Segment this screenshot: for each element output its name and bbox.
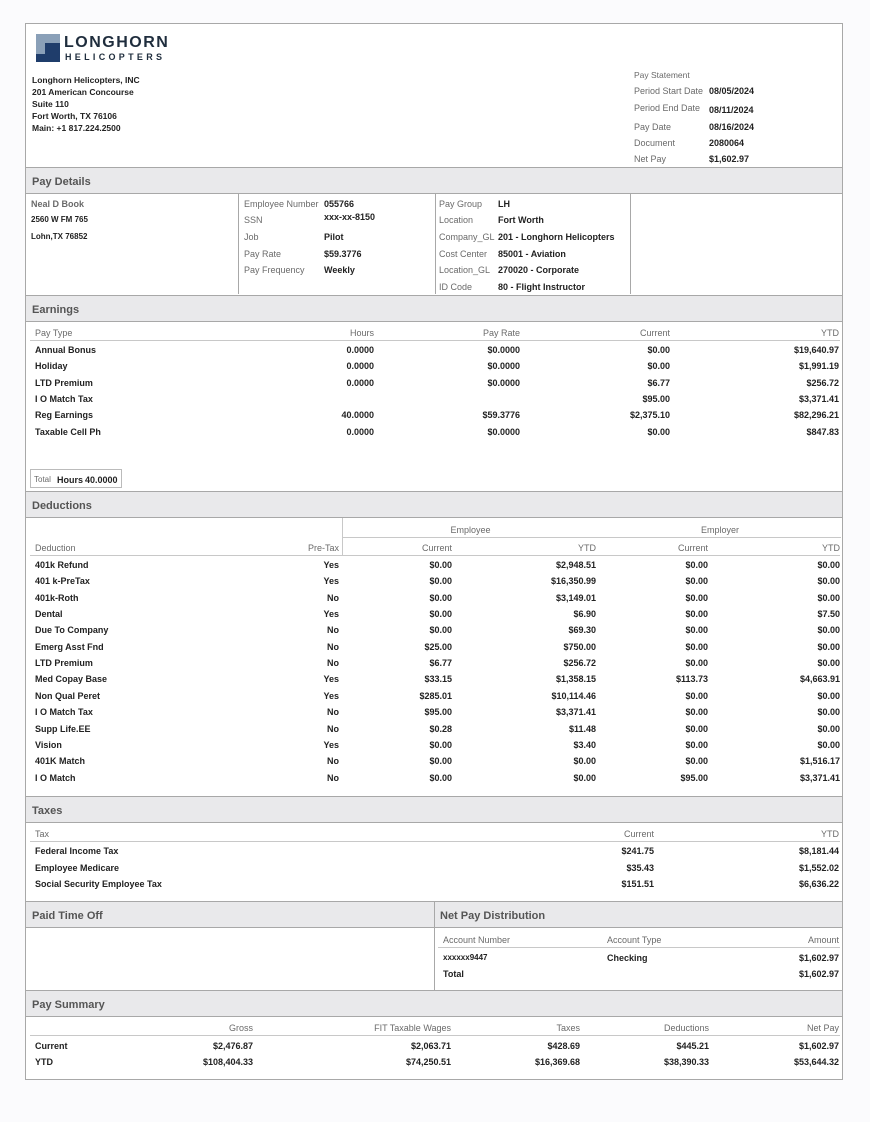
deduction-value: $0.00	[817, 641, 840, 652]
total-hours-box	[30, 469, 122, 488]
deduction-value: No	[327, 625, 339, 636]
statement-label: Document	[634, 138, 676, 148]
deduction-name: Med Copay Base	[35, 674, 108, 685]
deduction-value: $0.00	[685, 625, 708, 636]
column-header: Taxes	[556, 1023, 580, 1033]
deduction-value: Yes	[323, 690, 339, 701]
earning-type: Annual Bonus	[35, 345, 96, 355]
deduction-value: Yes	[323, 739, 339, 750]
deduction-name: 401 k-PreTax	[35, 576, 90, 587]
deduction-name: Supp Life.EE	[35, 723, 91, 734]
summary-value: $108,404.33	[202, 1057, 253, 1067]
account-type: Checking	[607, 953, 648, 963]
tax-name: Employee Medicare	[35, 862, 120, 873]
section-title: Taxes	[32, 805, 63, 817]
column-header: Current	[421, 543, 452, 553]
deduction-value: $0.00	[429, 576, 452, 587]
employee-name: Neal D Book	[31, 199, 85, 209]
detail-value: Weekly	[324, 265, 355, 275]
deduction-value: $0.00	[573, 756, 596, 767]
earnings-header	[26, 295, 842, 322]
earning-value: $19,640.97	[793, 345, 839, 355]
detail-value: $59.3776	[324, 249, 362, 259]
deduction-value: $6.77	[429, 658, 452, 669]
column-header: YTD	[578, 543, 596, 553]
total-hours-label: Hours	[57, 475, 84, 485]
column-header: Current	[623, 829, 654, 839]
deduction-value: Yes	[323, 560, 339, 570]
statement-title: Pay Statement	[634, 70, 690, 80]
earning-value: $2,375.10	[629, 410, 670, 421]
detail-label: Company_GL	[439, 232, 495, 242]
summary-value: $2,476.87	[212, 1041, 253, 1051]
detail-label: ID Code	[439, 282, 473, 292]
deduction-value: No	[327, 592, 339, 603]
statement-value: 08/05/2024	[709, 86, 755, 96]
deduction-value: $1,358.15	[555, 674, 596, 685]
detail-value: 055766	[324, 199, 355, 209]
column-header: YTD	[821, 829, 839, 839]
column-header: YTD	[822, 543, 840, 553]
detail-value: LH	[498, 199, 510, 209]
deduction-value: $113.73	[675, 674, 708, 685]
statement-value: 08/11/2024	[709, 105, 754, 115]
taxes-header	[26, 796, 842, 823]
detail-label: Location_GL	[439, 265, 491, 275]
deduction-value: $0.00	[817, 707, 840, 718]
company-phone: Main: +1 817.224.2500	[32, 123, 121, 133]
statement-value: 2080064	[709, 138, 745, 148]
detail-label: Pay Rate	[244, 249, 282, 259]
deduction-value: Yes	[323, 609, 339, 620]
deduction-value: $95.00	[680, 772, 708, 783]
earning-value: 0.0000	[346, 426, 374, 437]
employee-group-header: Employee	[450, 525, 491, 535]
deduction-name: 401k-Roth	[35, 592, 79, 603]
account-amount: $1,602.97	[798, 953, 839, 963]
detail-label: Pay Frequency	[244, 265, 305, 275]
summary-row-label: Current	[35, 1041, 68, 1051]
section-title: Pay Details	[32, 176, 91, 188]
earning-type: Reg Earnings	[35, 410, 94, 421]
deduction-value: $4,663.91	[799, 674, 840, 685]
deduction-value: $1,516.17	[799, 756, 840, 767]
deductions-header	[26, 491, 842, 518]
deduction-name: Due To Company	[35, 625, 109, 636]
deduction-value: $0.00	[685, 756, 708, 767]
divider	[238, 194, 239, 294]
earning-value: $0.00	[647, 345, 670, 355]
earning-value: $847.83	[806, 426, 839, 437]
employer-group-header: Employer	[700, 525, 739, 535]
summary-value: $428.69	[547, 1041, 580, 1051]
divider	[435, 194, 436, 294]
detail-value: 80 - Flight Instructor	[498, 282, 586, 292]
logo-subtitle: HELICOPTERS	[65, 52, 166, 62]
pay-details-header	[26, 167, 842, 194]
tax-value: $151.51	[621, 879, 654, 889]
earning-value: $0.00	[647, 361, 670, 372]
company-address-line1: 201 American Concourse	[32, 87, 134, 97]
earning-value: $0.00	[647, 426, 670, 437]
paid-time-off-header	[26, 901, 434, 928]
detail-value: Fort Worth	[498, 215, 544, 225]
deduction-value: $0.00	[429, 739, 452, 750]
summary-value: $53,644.32	[793, 1057, 839, 1067]
deduction-value: No	[327, 756, 339, 767]
deduction-value: $0.00	[685, 592, 708, 603]
statement-net-pay: $1,602.97	[709, 154, 750, 164]
deduction-value: $256.72	[563, 658, 596, 669]
section-title: Pay Summary	[32, 999, 105, 1011]
column-header: YTD	[821, 328, 839, 338]
section-title: Net Pay Distribution	[440, 910, 546, 922]
deduction-name: Non Qual Peret	[35, 690, 101, 701]
divider	[438, 947, 840, 948]
deduction-value: $0.00	[429, 772, 452, 783]
deduction-value: $0.00	[817, 690, 840, 701]
summary-row-label: YTD	[35, 1057, 53, 1067]
deduction-value: $0.00	[685, 576, 708, 587]
deduction-name: I O Match Tax	[35, 707, 93, 718]
earning-value: $0.0000	[487, 377, 520, 388]
divider	[30, 555, 840, 556]
detail-value: 270020 - Corporate	[498, 265, 580, 275]
column-header: Pay Type	[35, 328, 73, 338]
tax-value: $241.75	[621, 846, 654, 856]
column-header: Hours	[349, 328, 374, 338]
earning-value: 40.0000	[341, 410, 374, 421]
deduction-value: $0.00	[817, 739, 840, 750]
summary-value: $1,602.97	[798, 1041, 839, 1051]
employee-address-line2: Lohn,TX 76852	[31, 232, 88, 241]
logo-wordmark: LONGHORN	[64, 34, 170, 51]
deduction-value: $750.00	[563, 641, 596, 652]
earning-value: $0.0000	[487, 345, 520, 355]
summary-value: $445.21	[676, 1041, 709, 1051]
deduction-value: $2,948.51	[555, 560, 596, 570]
column-header: Pay Rate	[482, 328, 520, 338]
earning-value: $0.0000	[487, 361, 520, 372]
deduction-value: $0.00	[573, 772, 596, 783]
pay-statement-page	[25, 23, 843, 1080]
column-header: Current	[677, 543, 708, 553]
column-header: Deduction	[35, 543, 76, 553]
deduction-value: No	[327, 658, 339, 669]
deduction-value: $3,371.41	[799, 772, 840, 783]
earning-value: 0.0000	[346, 377, 374, 388]
detail-label: Employee Number	[244, 199, 319, 209]
column-header: Amount	[807, 935, 839, 945]
company-city: Fort Worth, TX 76106	[32, 111, 117, 121]
earning-value: 0.0000	[346, 361, 374, 372]
distribution-total-label: Total	[443, 969, 464, 979]
deduction-value: $0.00	[429, 592, 452, 603]
deduction-value: $25.00	[424, 641, 452, 652]
deduction-value: $285.01	[419, 690, 452, 701]
deduction-value: $0.00	[685, 658, 708, 669]
total-label: Total	[34, 475, 51, 484]
deduction-value: $0.00	[817, 658, 840, 669]
deduction-value: Yes	[323, 674, 339, 685]
section-title: Paid Time Off	[32, 910, 103, 922]
earning-type: LTD Premium	[35, 377, 93, 388]
deduction-value: No	[327, 641, 339, 652]
deduction-name: I O Match	[35, 772, 76, 783]
column-header: Gross	[228, 1023, 253, 1033]
longhorn-logo-icon	[36, 34, 60, 62]
earning-value: $59.3776	[482, 410, 520, 421]
deduction-value: $0.00	[685, 690, 708, 701]
column-header: Current	[639, 328, 670, 338]
detail-label: Pay Group	[439, 199, 483, 209]
column-header: Deductions	[663, 1023, 709, 1033]
section-title: Earnings	[32, 304, 80, 316]
tax-name: Social Security Employee Tax	[35, 879, 162, 889]
deduction-value: $0.00	[685, 739, 708, 750]
column-header: Net Pay	[806, 1023, 839, 1033]
deduction-value: $11.48	[568, 723, 596, 734]
summary-value: $2,063.71	[410, 1041, 451, 1051]
earning-value: 0.0000	[346, 345, 374, 355]
earning-value: $0.0000	[487, 426, 520, 437]
detail-value: xxx-xx-8150	[324, 212, 376, 222]
deduction-value: $7.50	[817, 609, 840, 620]
deduction-value: $3.40	[573, 739, 596, 750]
earning-type: I O Match Tax	[35, 393, 93, 404]
deduction-value: $0.00	[685, 641, 708, 652]
deduction-value: $0.00	[817, 576, 840, 587]
divider	[30, 340, 840, 341]
deduction-value: $16,350.99	[550, 576, 596, 587]
divider	[434, 901, 435, 991]
column-header: Account Number	[443, 935, 511, 945]
deduction-value: $0.00	[685, 723, 708, 734]
tax-value: $8,181.44	[798, 846, 839, 856]
statement-label: Period End Date	[634, 103, 701, 113]
summary-value: $74,250.51	[405, 1057, 451, 1067]
deduction-value: No	[327, 772, 339, 783]
column-header: Tax	[35, 829, 50, 839]
detail-label: Location	[439, 215, 474, 225]
earning-value: $95.00	[642, 393, 670, 404]
tax-value: $1,552.02	[798, 862, 839, 873]
column-header: Account Type	[607, 935, 662, 945]
deduction-value: $33.15	[424, 674, 452, 685]
detail-value: 85001 - Aviation	[498, 249, 566, 259]
deduction-value: No	[327, 707, 339, 718]
distribution-total-amount: $1,602.97	[798, 969, 839, 979]
deduction-name: Vision	[35, 739, 62, 750]
summary-value: $16,369.68	[534, 1057, 580, 1067]
divider	[30, 1035, 840, 1036]
deduction-value: $0.00	[817, 625, 840, 636]
statement-value: 08/16/2024	[709, 122, 755, 132]
divider	[343, 537, 841, 538]
earning-value: $1,991.19	[798, 361, 839, 372]
detail-label: Job	[244, 232, 259, 242]
deduction-name: 401K Match	[35, 756, 86, 767]
deduction-value: $3,371.41	[555, 707, 596, 718]
tax-name: Federal Income Tax	[35, 846, 119, 856]
company-address-line2: Suite 110	[32, 99, 69, 109]
earning-value: $82,296.21	[793, 410, 839, 421]
earning-value: $256.72	[806, 377, 839, 388]
deduction-value: $0.00	[817, 592, 840, 603]
deduction-value: $0.00	[429, 756, 452, 767]
company-address	[32, 74, 140, 134]
divider	[630, 194, 631, 294]
deduction-value: $69.30	[568, 625, 596, 636]
earning-value: $3,371.41	[798, 393, 839, 404]
net-pay-distribution-header	[434, 901, 842, 928]
deduction-value: $0.00	[817, 723, 840, 734]
tax-value: $6,636.22	[798, 879, 839, 889]
deduction-value: $3,149.01	[555, 592, 596, 603]
column-header: Pre-Tax	[307, 543, 339, 553]
deduction-value: $0.00	[685, 609, 708, 620]
employee-address-line1: 2560 W FM 765	[31, 215, 88, 224]
statement-label: Pay Date	[634, 122, 672, 132]
company-name: Longhorn Helicopters, INC	[32, 75, 140, 85]
statement-label: Period Start Date	[634, 86, 704, 96]
deduction-name: LTD Premium	[35, 658, 93, 669]
deduction-value: $0.00	[429, 625, 452, 636]
earning-value: $6.77	[647, 377, 670, 388]
tax-value: $35.43	[626, 862, 654, 873]
summary-value: $38,390.33	[663, 1057, 709, 1067]
deduction-name: Emerg Asst Fnd	[35, 641, 104, 652]
divider	[30, 841, 840, 842]
deduction-value: $0.00	[429, 560, 452, 570]
account-number: xxxxxx9447	[443, 953, 488, 962]
deduction-value: $0.00	[817, 560, 840, 570]
section-title: Deductions	[32, 500, 92, 512]
detail-label: Cost Center	[439, 249, 488, 259]
earning-type: Taxable Cell Ph	[35, 426, 101, 437]
total-hours-value: 40.0000	[85, 475, 118, 485]
deduction-value: $0.00	[429, 609, 452, 620]
earning-type: Holiday	[35, 361, 68, 372]
detail-value: Pilot	[324, 232, 344, 242]
deduction-value: No	[327, 723, 339, 734]
pay-summary-header	[26, 990, 842, 1017]
deduction-value: $95.00	[424, 707, 452, 718]
deduction-value: $6.90	[573, 609, 596, 620]
deduction-value: $0.00	[685, 560, 708, 570]
statement-label: Net Pay	[634, 154, 667, 164]
deduction-name: 401k Refund	[35, 560, 89, 570]
deduction-value: Yes	[323, 576, 339, 587]
deduction-value: $0.28	[429, 723, 452, 734]
column-header: FIT Taxable Wages	[374, 1023, 451, 1033]
detail-label: SSN	[244, 215, 263, 225]
deduction-value: $10,114.46	[551, 690, 596, 701]
deduction-name: Dental	[35, 609, 63, 620]
detail-value: 201 - Longhorn Helicopters	[498, 232, 615, 242]
deduction-value: $0.00	[685, 707, 708, 718]
